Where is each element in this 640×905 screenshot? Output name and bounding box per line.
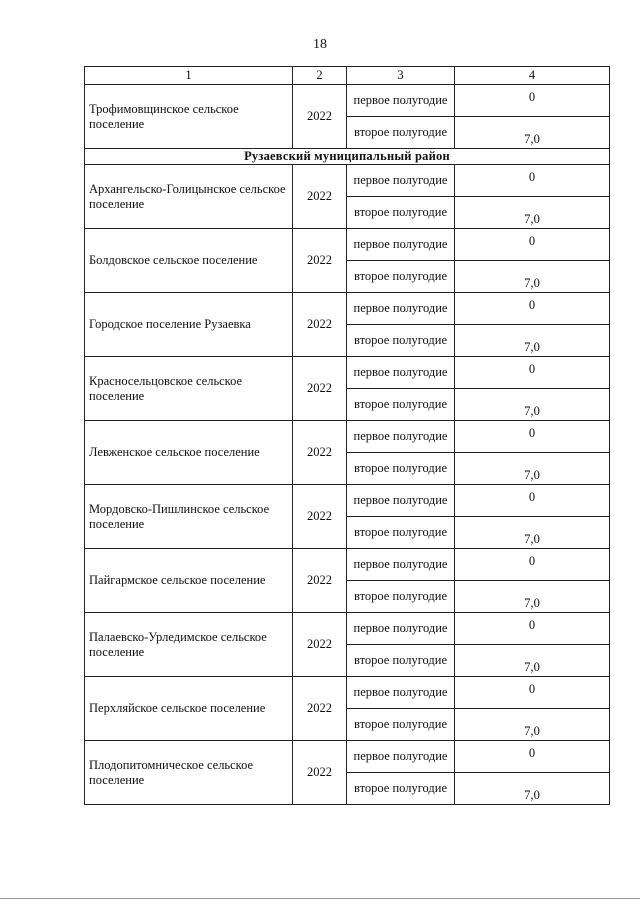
table-row: [85, 357, 610, 389]
value-cell: 0: [455, 741, 610, 773]
settlement-name: Архангельско-Голицынское сельское поселение: [85, 165, 293, 229]
settlement-name: Левженское сельское поселение: [85, 421, 293, 485]
settlement-name: Красносельцовское сельское поселение: [85, 357, 293, 421]
settlement-name: Палаевско-Урледимское сельское поселение: [85, 613, 293, 677]
period-cell: первое полугодие: [347, 485, 455, 517]
value-cell: 0: [455, 85, 610, 117]
value-cell: 0: [455, 613, 610, 645]
table-row: [85, 229, 610, 261]
year-cell: 2022: [293, 293, 347, 357]
year-cell: 2022: [293, 165, 347, 229]
period-cell: первое полугодие: [347, 229, 455, 261]
period-cell: второе полугодие: [347, 261, 455, 293]
period-cell: второе полугодие: [347, 325, 455, 357]
table-row: [85, 165, 610, 197]
value-cell: 0: [455, 549, 610, 581]
year-cell: 2022: [293, 549, 347, 613]
column-header-4: 4: [455, 67, 610, 85]
settlement-name: Трофимовщинское сельское поселение: [85, 85, 293, 149]
year-cell: 2022: [293, 741, 347, 805]
value-cell: 0: [455, 677, 610, 709]
settlement-name: Плодопитомническое сельское поселение: [85, 741, 293, 805]
column-header-1: 1: [85, 67, 293, 85]
period-cell: первое полугодие: [347, 85, 455, 117]
settlement-name: Болдовское сельское поселение: [85, 229, 293, 293]
table-row: [85, 549, 610, 581]
value-cell: 7,0: [455, 645, 610, 677]
page-number: 18: [313, 37, 327, 52]
period-cell: второе полугодие: [347, 389, 455, 421]
settlement-name: Мордовско-Пишлинское сельское поселение: [85, 485, 293, 549]
period-cell: первое полугодие: [347, 613, 455, 645]
year-cell: 2022: [293, 485, 347, 549]
period-cell: первое полугодие: [347, 677, 455, 709]
district-title: Рузаевский муниципальный район: [85, 149, 610, 165]
value-cell: 0: [455, 421, 610, 453]
table-row: [85, 613, 610, 645]
year-cell: 2022: [293, 613, 347, 677]
value-cell: 0: [455, 165, 610, 197]
settlement-name: Городское поселение Рузаевка: [85, 293, 293, 357]
table-row: [85, 293, 610, 325]
year-cell: 2022: [293, 85, 347, 149]
year-cell: 2022: [293, 421, 347, 485]
value-cell: 7,0: [455, 709, 610, 741]
period-cell: второе полугодие: [347, 773, 455, 805]
period-cell: второе полугодие: [347, 117, 455, 149]
period-cell: второе полугодие: [347, 709, 455, 741]
value-cell: 0: [455, 293, 610, 325]
year-cell: 2022: [293, 357, 347, 421]
table-row: [85, 85, 610, 117]
period-cell: первое полугодие: [347, 165, 455, 197]
table-row: [85, 677, 610, 709]
settlement-name: Пайгармское сельское поселение: [85, 549, 293, 613]
period-cell: первое полугодие: [347, 741, 455, 773]
column-header-2: 2: [293, 67, 347, 85]
period-cell: второе полугодие: [347, 517, 455, 549]
period-cell: первое полугодие: [347, 421, 455, 453]
value-cell: 0: [455, 229, 610, 261]
value-cell: 7,0: [455, 517, 610, 549]
value-cell: 0: [455, 485, 610, 517]
period-cell: второе полугодие: [347, 453, 455, 485]
table-row: [85, 421, 610, 453]
value-cell: 7,0: [455, 453, 610, 485]
column-header-3: 3: [347, 67, 455, 85]
year-cell: 2022: [293, 229, 347, 293]
data-table: [84, 66, 610, 805]
period-cell: второе полугодие: [347, 581, 455, 613]
value-cell: 0: [455, 357, 610, 389]
page-bottom-edge: [0, 898, 640, 899]
period-cell: второе полугодие: [347, 197, 455, 229]
value-cell: 7,0: [455, 261, 610, 293]
value-cell: 7,0: [455, 325, 610, 357]
value-cell: 7,0: [455, 581, 610, 613]
period-cell: второе полугодие: [347, 645, 455, 677]
value-cell: 7,0: [455, 197, 610, 229]
value-cell: 7,0: [455, 389, 610, 421]
header-row: [85, 67, 610, 85]
district-row: [85, 149, 610, 165]
table-row: [85, 741, 610, 773]
period-cell: первое полугодие: [347, 293, 455, 325]
period-cell: первое полугодие: [347, 357, 455, 389]
settlement-name: Перхляйское сельское поселение: [85, 677, 293, 741]
period-cell: первое полугодие: [347, 549, 455, 581]
value-cell: 7,0: [455, 117, 610, 149]
table-row: [85, 485, 610, 517]
value-cell: 7,0: [455, 773, 610, 805]
year-cell: 2022: [293, 677, 347, 741]
